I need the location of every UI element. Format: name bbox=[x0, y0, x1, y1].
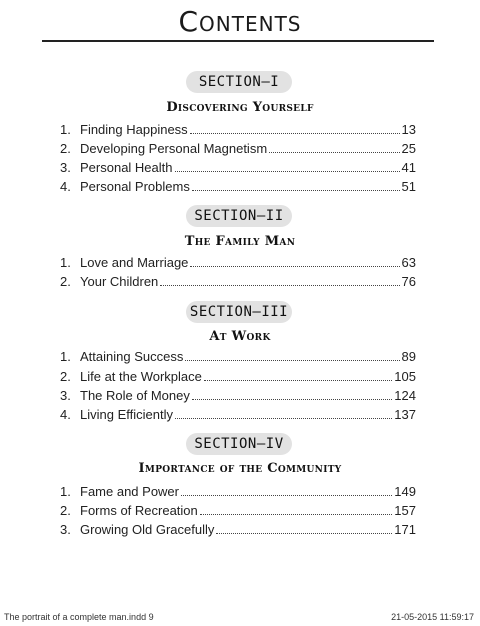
entry-page: 157 bbox=[394, 503, 416, 518]
entry-number: 3. bbox=[60, 160, 71, 175]
entry-label: Personal Health bbox=[80, 160, 173, 175]
entry-page: 105 bbox=[394, 369, 416, 384]
page-title: Contents bbox=[178, 5, 302, 38]
entry-label: Forms of Recreation bbox=[80, 503, 198, 518]
entry-number: 1. bbox=[60, 484, 71, 499]
entry-number: 4. bbox=[60, 179, 71, 194]
dot-leader bbox=[190, 132, 400, 134]
entry-label: Life at the Workplace bbox=[80, 369, 202, 384]
section-3-heading: At Work bbox=[209, 329, 271, 344]
entry-page: 89 bbox=[401, 349, 416, 364]
entry-page: 25 bbox=[401, 141, 416, 156]
entry-label: Developing Personal Magnetism bbox=[80, 141, 268, 156]
dot-leader bbox=[185, 359, 399, 361]
entry-number: 3. bbox=[60, 388, 71, 403]
dot-leader bbox=[269, 151, 399, 153]
entry-page: 171 bbox=[394, 522, 416, 537]
entry-label: Growing Old Gracefully bbox=[80, 522, 215, 537]
toc-entry[interactable] bbox=[60, 158, 416, 178]
entry-label: Your Children bbox=[80, 274, 159, 289]
entry-page: 124 bbox=[394, 388, 416, 403]
toc-entry[interactable] bbox=[60, 272, 416, 292]
entry-number: 1. bbox=[60, 349, 71, 364]
section-4-badge: SECTION–IV bbox=[186, 433, 292, 455]
toc-entry[interactable] bbox=[60, 367, 416, 387]
entry-number: 1. bbox=[60, 122, 71, 137]
dot-leader bbox=[192, 398, 392, 400]
toc-entry[interactable] bbox=[60, 386, 416, 406]
entry-number: 2. bbox=[60, 141, 71, 156]
entry-label: Attaining Success bbox=[80, 349, 184, 364]
dot-leader bbox=[181, 494, 392, 496]
entry-number: 2. bbox=[60, 274, 71, 289]
dot-leader bbox=[175, 170, 400, 172]
section-3-badge: SECTION–III bbox=[186, 301, 292, 323]
entry-number: 1. bbox=[60, 255, 71, 270]
section-4-heading: Importance of the Community bbox=[138, 461, 342, 476]
entry-number: 4. bbox=[60, 407, 71, 422]
footer-filename: The portrait of a complete man.indd 9 bbox=[4, 612, 154, 622]
dot-leader bbox=[192, 189, 400, 191]
dot-leader bbox=[190, 265, 399, 267]
entry-label: Finding Happiness bbox=[80, 122, 188, 137]
section-1-heading: Discovering Yourself bbox=[166, 100, 314, 115]
entry-number: 3. bbox=[60, 522, 71, 537]
toc-entry[interactable] bbox=[60, 347, 416, 367]
toc-entry[interactable] bbox=[60, 139, 416, 159]
dot-leader bbox=[216, 532, 392, 534]
toc-entry[interactable] bbox=[60, 482, 416, 502]
entry-label: Love and Marriage bbox=[80, 255, 189, 270]
entry-page: 137 bbox=[394, 407, 416, 422]
entry-label: Living Efficiently bbox=[80, 407, 173, 422]
entry-page: 76 bbox=[401, 274, 416, 289]
dot-leader bbox=[160, 284, 399, 286]
toc-entry[interactable] bbox=[60, 253, 416, 273]
section-2-badge: SECTION–II bbox=[186, 205, 292, 227]
toc-entry[interactable] bbox=[60, 177, 416, 197]
entry-label: The Role of Money bbox=[80, 388, 190, 403]
toc-entry[interactable] bbox=[60, 120, 416, 140]
entry-page: 13 bbox=[401, 122, 416, 137]
entry-page: 149 bbox=[394, 484, 416, 499]
toc-entry[interactable] bbox=[60, 501, 416, 521]
toc-entry[interactable] bbox=[60, 520, 416, 540]
entry-page: 51 bbox=[401, 179, 416, 194]
dot-leader bbox=[204, 379, 392, 381]
footer-timestamp: 21-05-2015 11:59:17 bbox=[391, 612, 474, 622]
entry-number: 2. bbox=[60, 503, 71, 518]
entry-number: 2. bbox=[60, 369, 71, 384]
entry-label: Personal Problems bbox=[80, 179, 190, 194]
title-rule bbox=[42, 40, 434, 42]
entry-page: 41 bbox=[401, 160, 416, 175]
toc-entry[interactable] bbox=[60, 405, 416, 425]
dot-leader bbox=[175, 417, 392, 419]
entry-page: 63 bbox=[401, 255, 416, 270]
section-2-heading: The Family Man bbox=[184, 234, 296, 249]
dot-leader bbox=[200, 513, 393, 515]
section-1-badge: SECTION–I bbox=[186, 71, 292, 93]
entry-label: Fame and Power bbox=[80, 484, 179, 499]
